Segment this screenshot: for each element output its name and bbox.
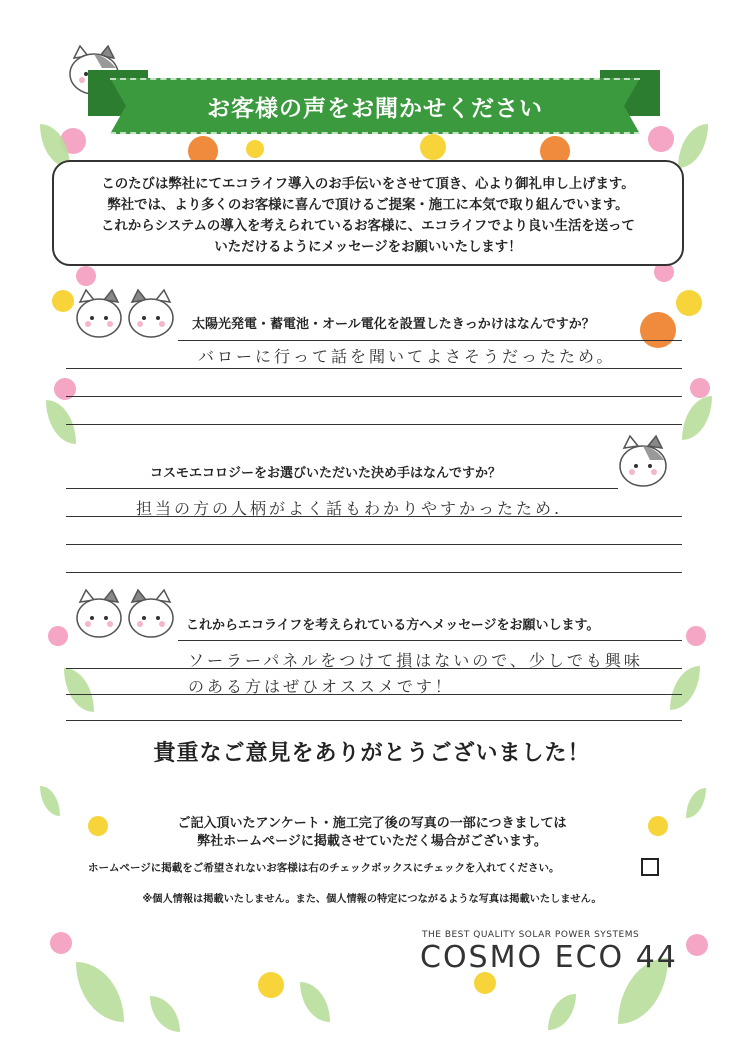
flower-decoration (648, 126, 674, 152)
flower-decoration (676, 290, 702, 316)
brand-logo: COSMO ECO 44 (420, 940, 678, 975)
flower-decoration (640, 312, 676, 348)
flower-decoration (258, 972, 284, 998)
answer-line (178, 340, 682, 341)
leaf-decoration (76, 962, 124, 1022)
leaf-decoration (548, 994, 576, 1030)
flower-decoration (420, 134, 446, 160)
brand-tagline: THE BEST QUALITY SOLAR POWER SYSTEMS (422, 930, 640, 940)
answer-3-line-1: ソーラーパネルをつけて損はないので、少しでも興味 (188, 651, 643, 670)
flower-decoration (690, 378, 710, 398)
answer-line (178, 640, 682, 641)
answer-1: バローに行って話を聞いてよさそうだったため。 (198, 347, 616, 366)
flower-decoration (76, 266, 96, 286)
answer-line (66, 368, 682, 369)
answer-line (66, 516, 682, 517)
answer-line (66, 488, 618, 489)
cat-illustration (72, 588, 178, 644)
answer-line (66, 424, 682, 425)
intro-line: これからシステムの導入を考えられているお客様に、エコライフでより良い生活を送って (101, 219, 635, 234)
question-1: 太陽光発電・蓄電池・オール電化を設置したきっかけはなんですか？ (192, 317, 595, 332)
cat-illustration (614, 434, 674, 492)
cat-illustration (72, 288, 178, 344)
flower-decoration (686, 626, 706, 646)
checkbox-label: ホームページに掲載をご希望されないお客様は右のチェックボックスにチェックを入れてください。 (88, 862, 560, 874)
flower-decoration (686, 934, 708, 956)
answer-3-line-2: のある方はぜひオススメです！ (188, 677, 454, 696)
flower-decoration (246, 140, 264, 158)
question-3: これからエコライフを考えられている方へメッセージをお願いします。 (186, 618, 600, 633)
flower-decoration (52, 290, 74, 312)
leaf-decoration (300, 982, 330, 1022)
flower-decoration (474, 972, 496, 994)
answer-line (66, 720, 682, 721)
leaf-decoration (64, 668, 94, 712)
leaf-decoration (46, 400, 76, 444)
privacy-note: ※個人情報は掲載いたしません。また、個人情報の特定につながるような写真は掲載いたしません。 (142, 894, 602, 905)
leaf-decoration (678, 124, 708, 168)
leaf-decoration (670, 666, 700, 710)
answer-2: 担当の方の人柄がよく話もわかりやすかったため. (136, 499, 563, 518)
thanks-message: 貴重なご意見をありがとうございました！ (153, 741, 591, 766)
intro-line: いただけるようにメッセージをお願いいたします！ (214, 240, 522, 255)
notice-line-1: ご記入頂いたアンケート・施工完了後の写真の一部につきましては (177, 816, 567, 831)
question-2: コスモエコロジーをお選びいただいた決め手はなんですか？ (150, 466, 502, 481)
intro-box (52, 160, 684, 266)
intro-line: 弊社では、より多くのお客様に喜んで頂けるご提案・施工に本気で取り組んでいます。 (107, 198, 629, 213)
answer-line (66, 396, 682, 397)
answer-line (66, 544, 682, 545)
leaf-decoration (150, 996, 180, 1032)
flower-decoration (50, 932, 72, 954)
page-title: お客様の声をお聞かせください (110, 78, 640, 134)
opt-out-checkbox[interactable] (641, 858, 659, 876)
notice-line-2: 弊社ホームページに掲載させていただく場合がございます。 (197, 834, 547, 849)
answer-line (66, 668, 682, 669)
flower-decoration (48, 626, 68, 646)
leaf-decoration (682, 396, 712, 440)
answer-line (66, 572, 682, 573)
intro-line: このたびは弊社にてエコライフ導入のお手伝いをさせて頂き、心より御礼申し上げます。 (101, 177, 635, 192)
answer-line (66, 694, 682, 695)
